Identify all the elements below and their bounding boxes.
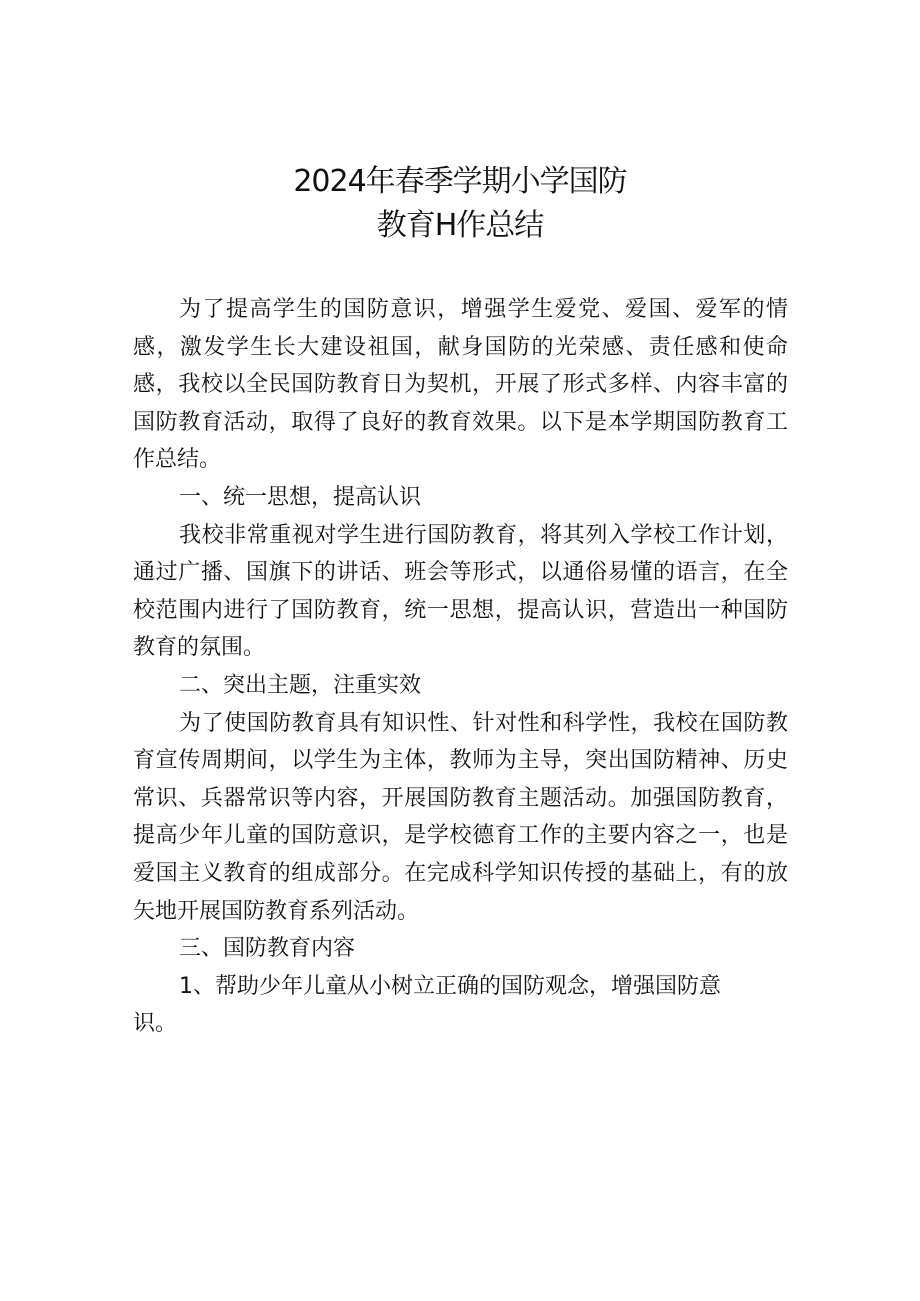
section-heading-2: 二、突出主题，注重实效 (179, 672, 422, 698)
document-title-line2: 教育H作总结 (376, 208, 544, 243)
section-heading-3: 三、国防教育内容 (179, 936, 356, 962)
section-3-item-1-continued: 识。 (133, 1011, 178, 1037)
section-3-item-1: 1、帮助少年儿童从小树立正确的国防观念，增强国防意 (179, 973, 721, 999)
section-heading-1: 一、统一思想，提高认识 (179, 484, 422, 510)
intro-paragraph: 为了提高学生的国防意识，增强学生爱党、爱国、爱军的情感，激发学生长大建设祖国，献身国防的光荣感、责任感和使命感，我校以全民国防教育日为契机，开展了形式多样、内容丰富的国防教育活动，取得了良好的教育效果。以下是本学期国防教育工作总结。 (133, 297, 788, 473)
section-2-paragraph: 为了使国防教育具有知识性、针对性和科学性，我校在国防教育宣传周期间，以学生为主体，教师为主导，突出国防精神、历史常识、兵器常识等内容，开展国防教育主题活动。加强国防教育，提高少年儿童的国防意识，是学校德育工作的主要内容之一，也是爱国主义教育的组成部分。在完成科学知识传授的基础上，有的放矢地开展国防教育系列活动。 (133, 710, 788, 924)
document-title-line1: 2024年春季学期小学国防 (293, 164, 627, 199)
document-body (133, 291, 788, 1043)
section-1-paragraph: 我校非常重视对学生进行国防教育，将其列入学校工作计划，通过广播、国旗下的讲话、班会等形式，以通俗易懂的语言，在全校范围内进行了国防教育，统一思想，提高认识，营造出一种国防教育的氛围。 (133, 522, 788, 661)
